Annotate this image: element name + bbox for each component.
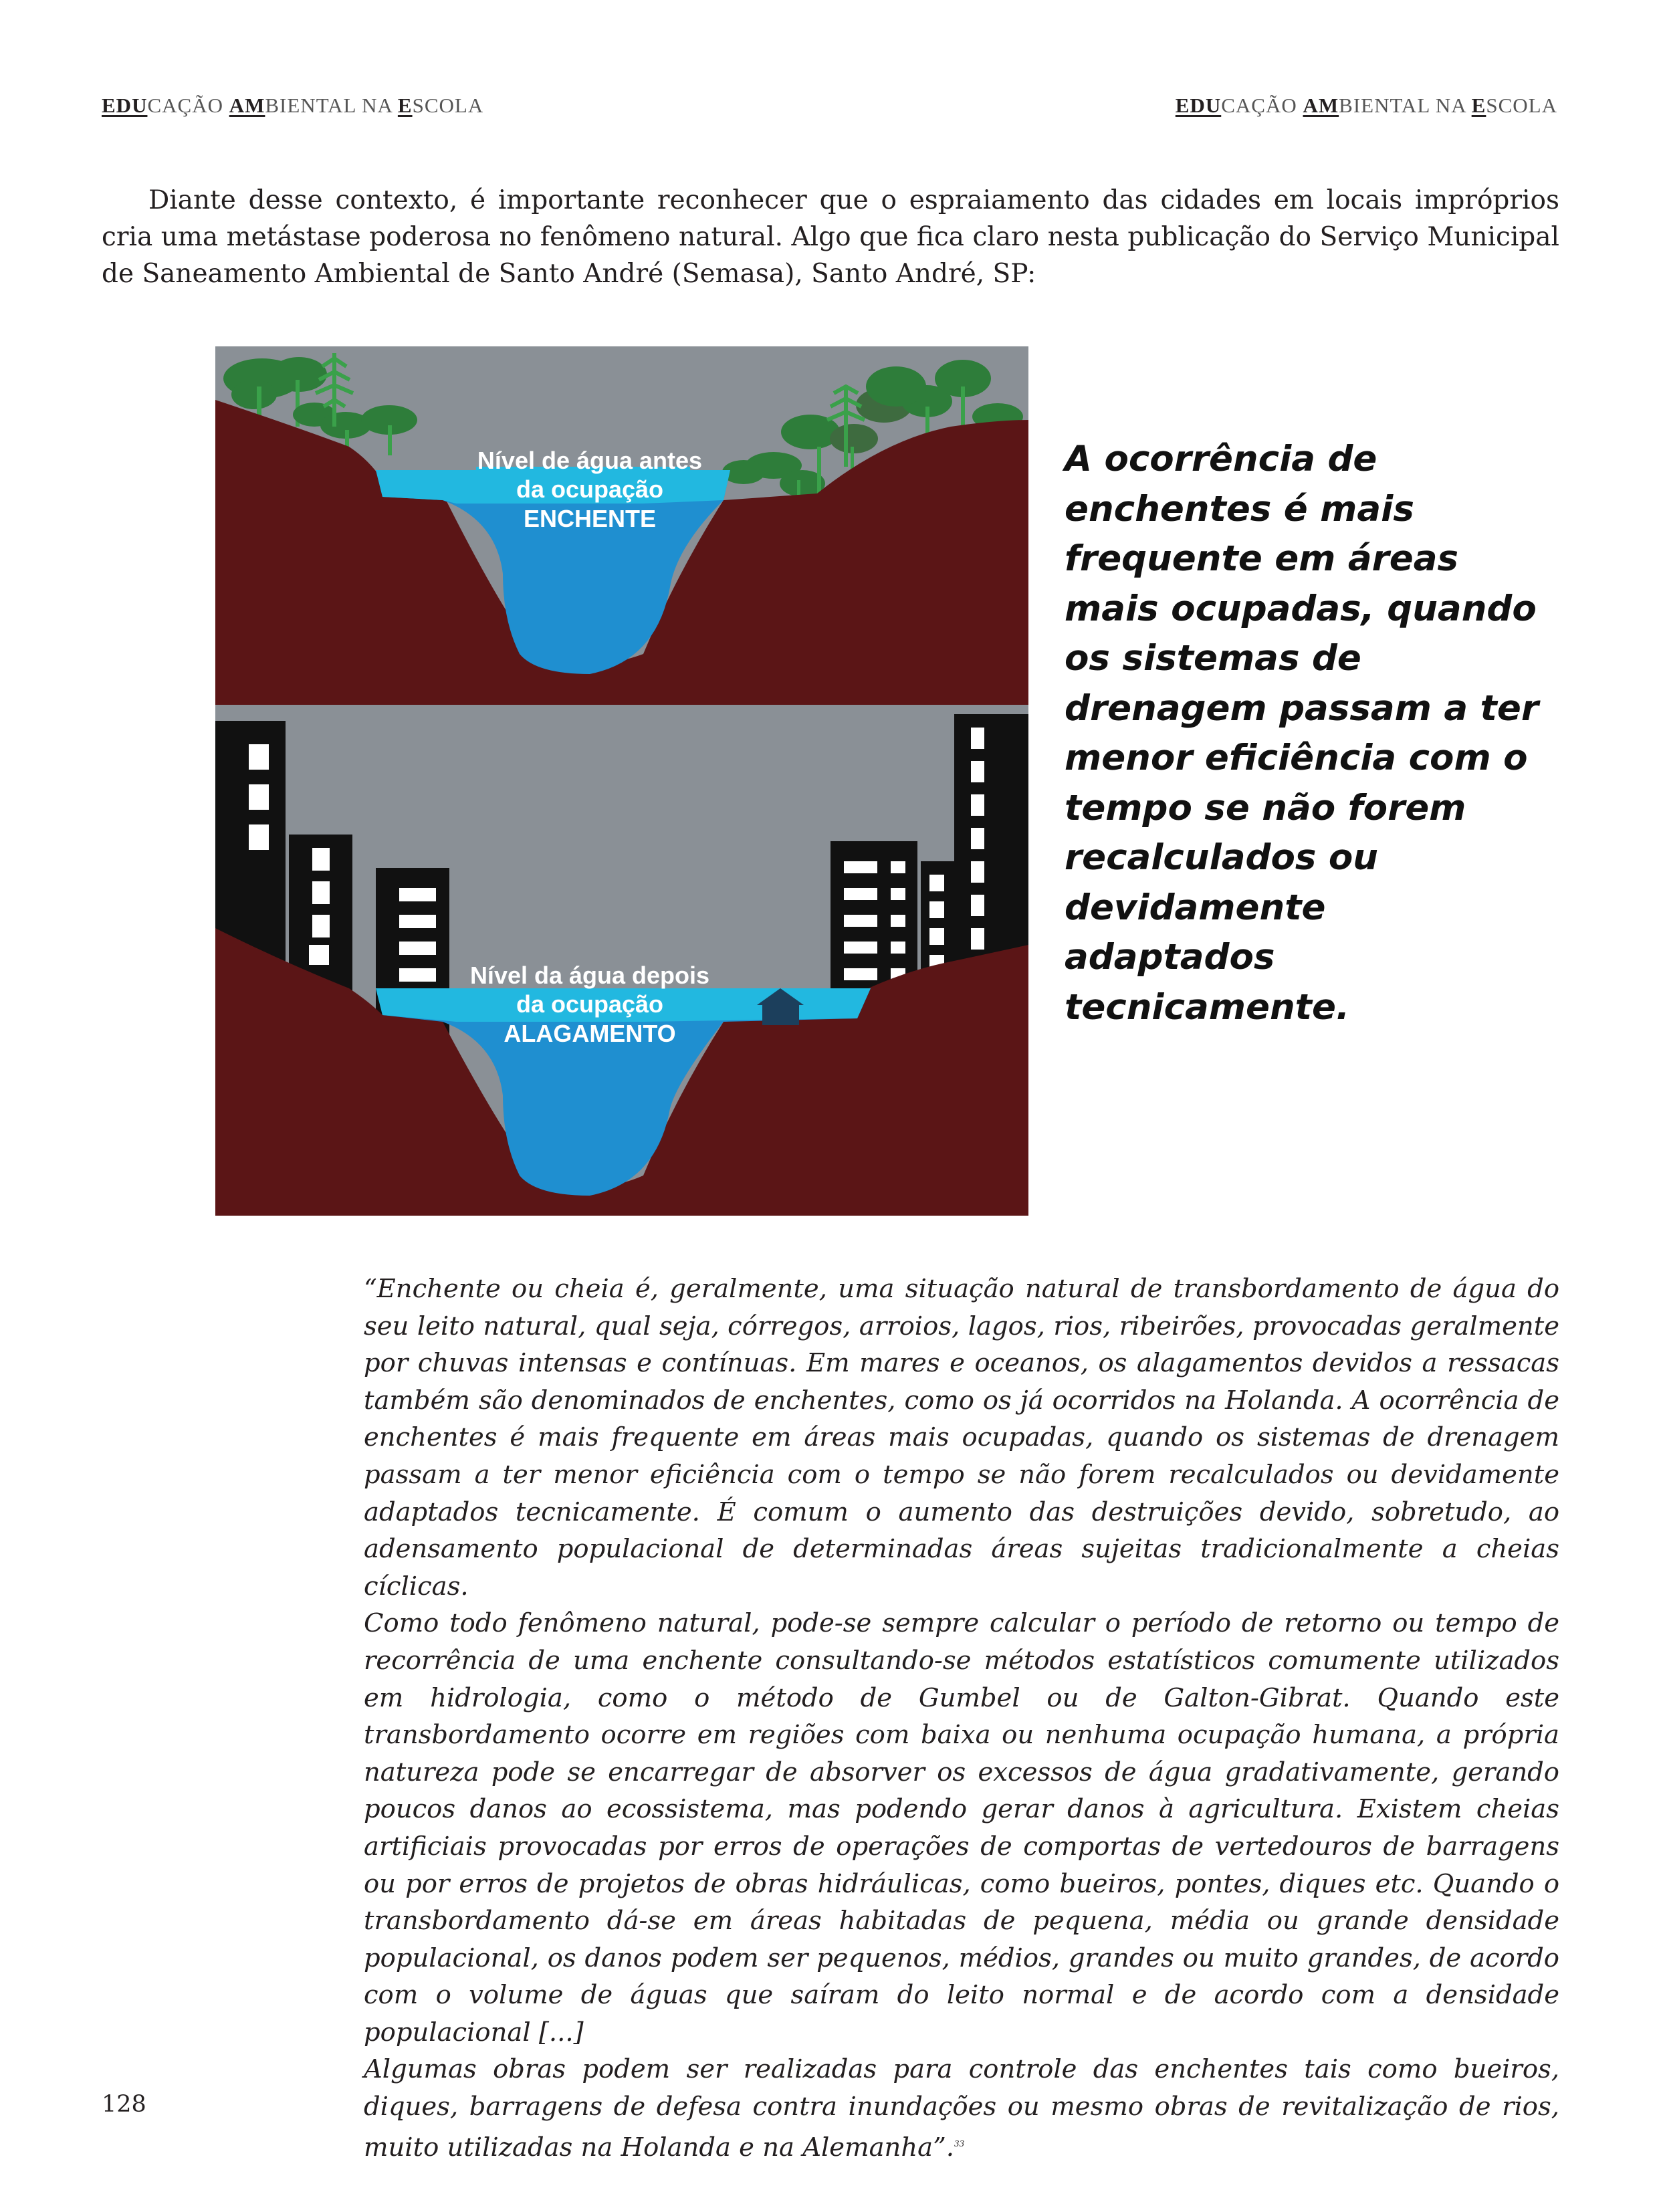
- intro-paragraph: Diante desse contexto, é importante reconhecer que o espraiamento das cidades em locais impróprios cria uma metástase poderosa no fenômeno natural. Algo que fica claro nesta publicação do Serviço Municipal de Saneamento Ambiental de Santo André (Semasa), Santo André, SP:: [102, 185, 1559, 289]
- quote-paragraph: “Enchente ou cheia é, geralmente, uma situação natural de transbordamento de água do seu leito natural, qual seja, córregos, arroios, lagos, rios, ribeirões, provocadas geralmente por chuvas intensas e contínuas. Em mares e oceanos, os alagamentos devidos a ressacas também são denominados de enchentes, como os já ocorridos na Holanda. A ocorrência de enchentes é mais frequente em áreas mais ocupadas, quando os sistemas de drenagem passam a ter menor eficiência com o tempo se não forem recalculados ou devidamente adaptados tecnicamente. É comum o aumento das destruições devido, sobretudo, ao adensamento populacional de determinadas áreas sujeitas tradicionalmente a cheias cíclicas.: [364, 1274, 1559, 1601]
- label-after-line3: ALAGAMENTO: [504, 1020, 676, 1047]
- footnote-ref: 33: [954, 2138, 965, 2148]
- label-before-line1: Nível de água antes: [477, 447, 703, 474]
- panel-after-occupation: [215, 705, 1028, 1216]
- label-after-line2: da ocupação: [516, 990, 664, 1018]
- label-before-line2: da ocupação: [516, 475, 664, 503]
- block-quote: [364, 1270, 1559, 2166]
- callout-text: A ocorrência de enchentes é mais frequente em áreas mais ocupadas, quando os sistemas de drenagem passam a ter menor eficiência com o tempo se não forem recalculados ou devidamente adaptados tecnicamente.: [1065, 439, 1539, 1028]
- quote-paragraph: Algumas obras podem ser realizadas para controle das enchentes tais como bueiros, diques, barragens de defesa contra inundações ou mesmo obras de revitalização de rios, muito utilizadas na Holanda e na Alemanha”.$^{33}$: [364, 2054, 1559, 2163]
- label-before-line3: ENCHENTE: [523, 505, 657, 532]
- page-number: 128: [102, 2091, 146, 2118]
- running-header-left: EDUCAÇÃO AMBIENTAL NA ESCOLA: [102, 94, 484, 117]
- flood-illustration: [215, 346, 1028, 1216]
- quote-paragraph: Como todo fenômeno natural, pode-se sempre calcular o período de retorno ou tempo de recorrência de uma enchente consultando-se métodos estatísticos comumente utilizados em hidrologia, como o método de Gumbel ou de Galton-Gibrat. Quando este transbordamento ocorre em regiões com baixa ou nenhuma ocupação humana, a própria natureza pode se encarregar de absorver os excessos de água gradativamente, gerando poucos danos ao ecossistema, mas podendo gerar danos à agricultura. Existem cheias artificiais provocadas por erros de operações de comportas de vertedouros de barragens ou por erros de projetos de obras hidráulicas, como bueiros, pontes, diques etc. Quando o transbordamento dá-se em áreas habitadas de pequena, média ou grande densidade populacional, os danos podem ser pequenos, médios, grandes ou muito grandes, de acordo com o volume de águas que saíram do leito normal e de acordo com a densidade populacional [...]: [364, 1608, 1559, 2048]
- running-header-right: EDUCAÇÃO AMBIENTAL NA ESCOLA: [1175, 94, 1557, 117]
- label-after-line1: Nível da água depois: [469, 962, 710, 989]
